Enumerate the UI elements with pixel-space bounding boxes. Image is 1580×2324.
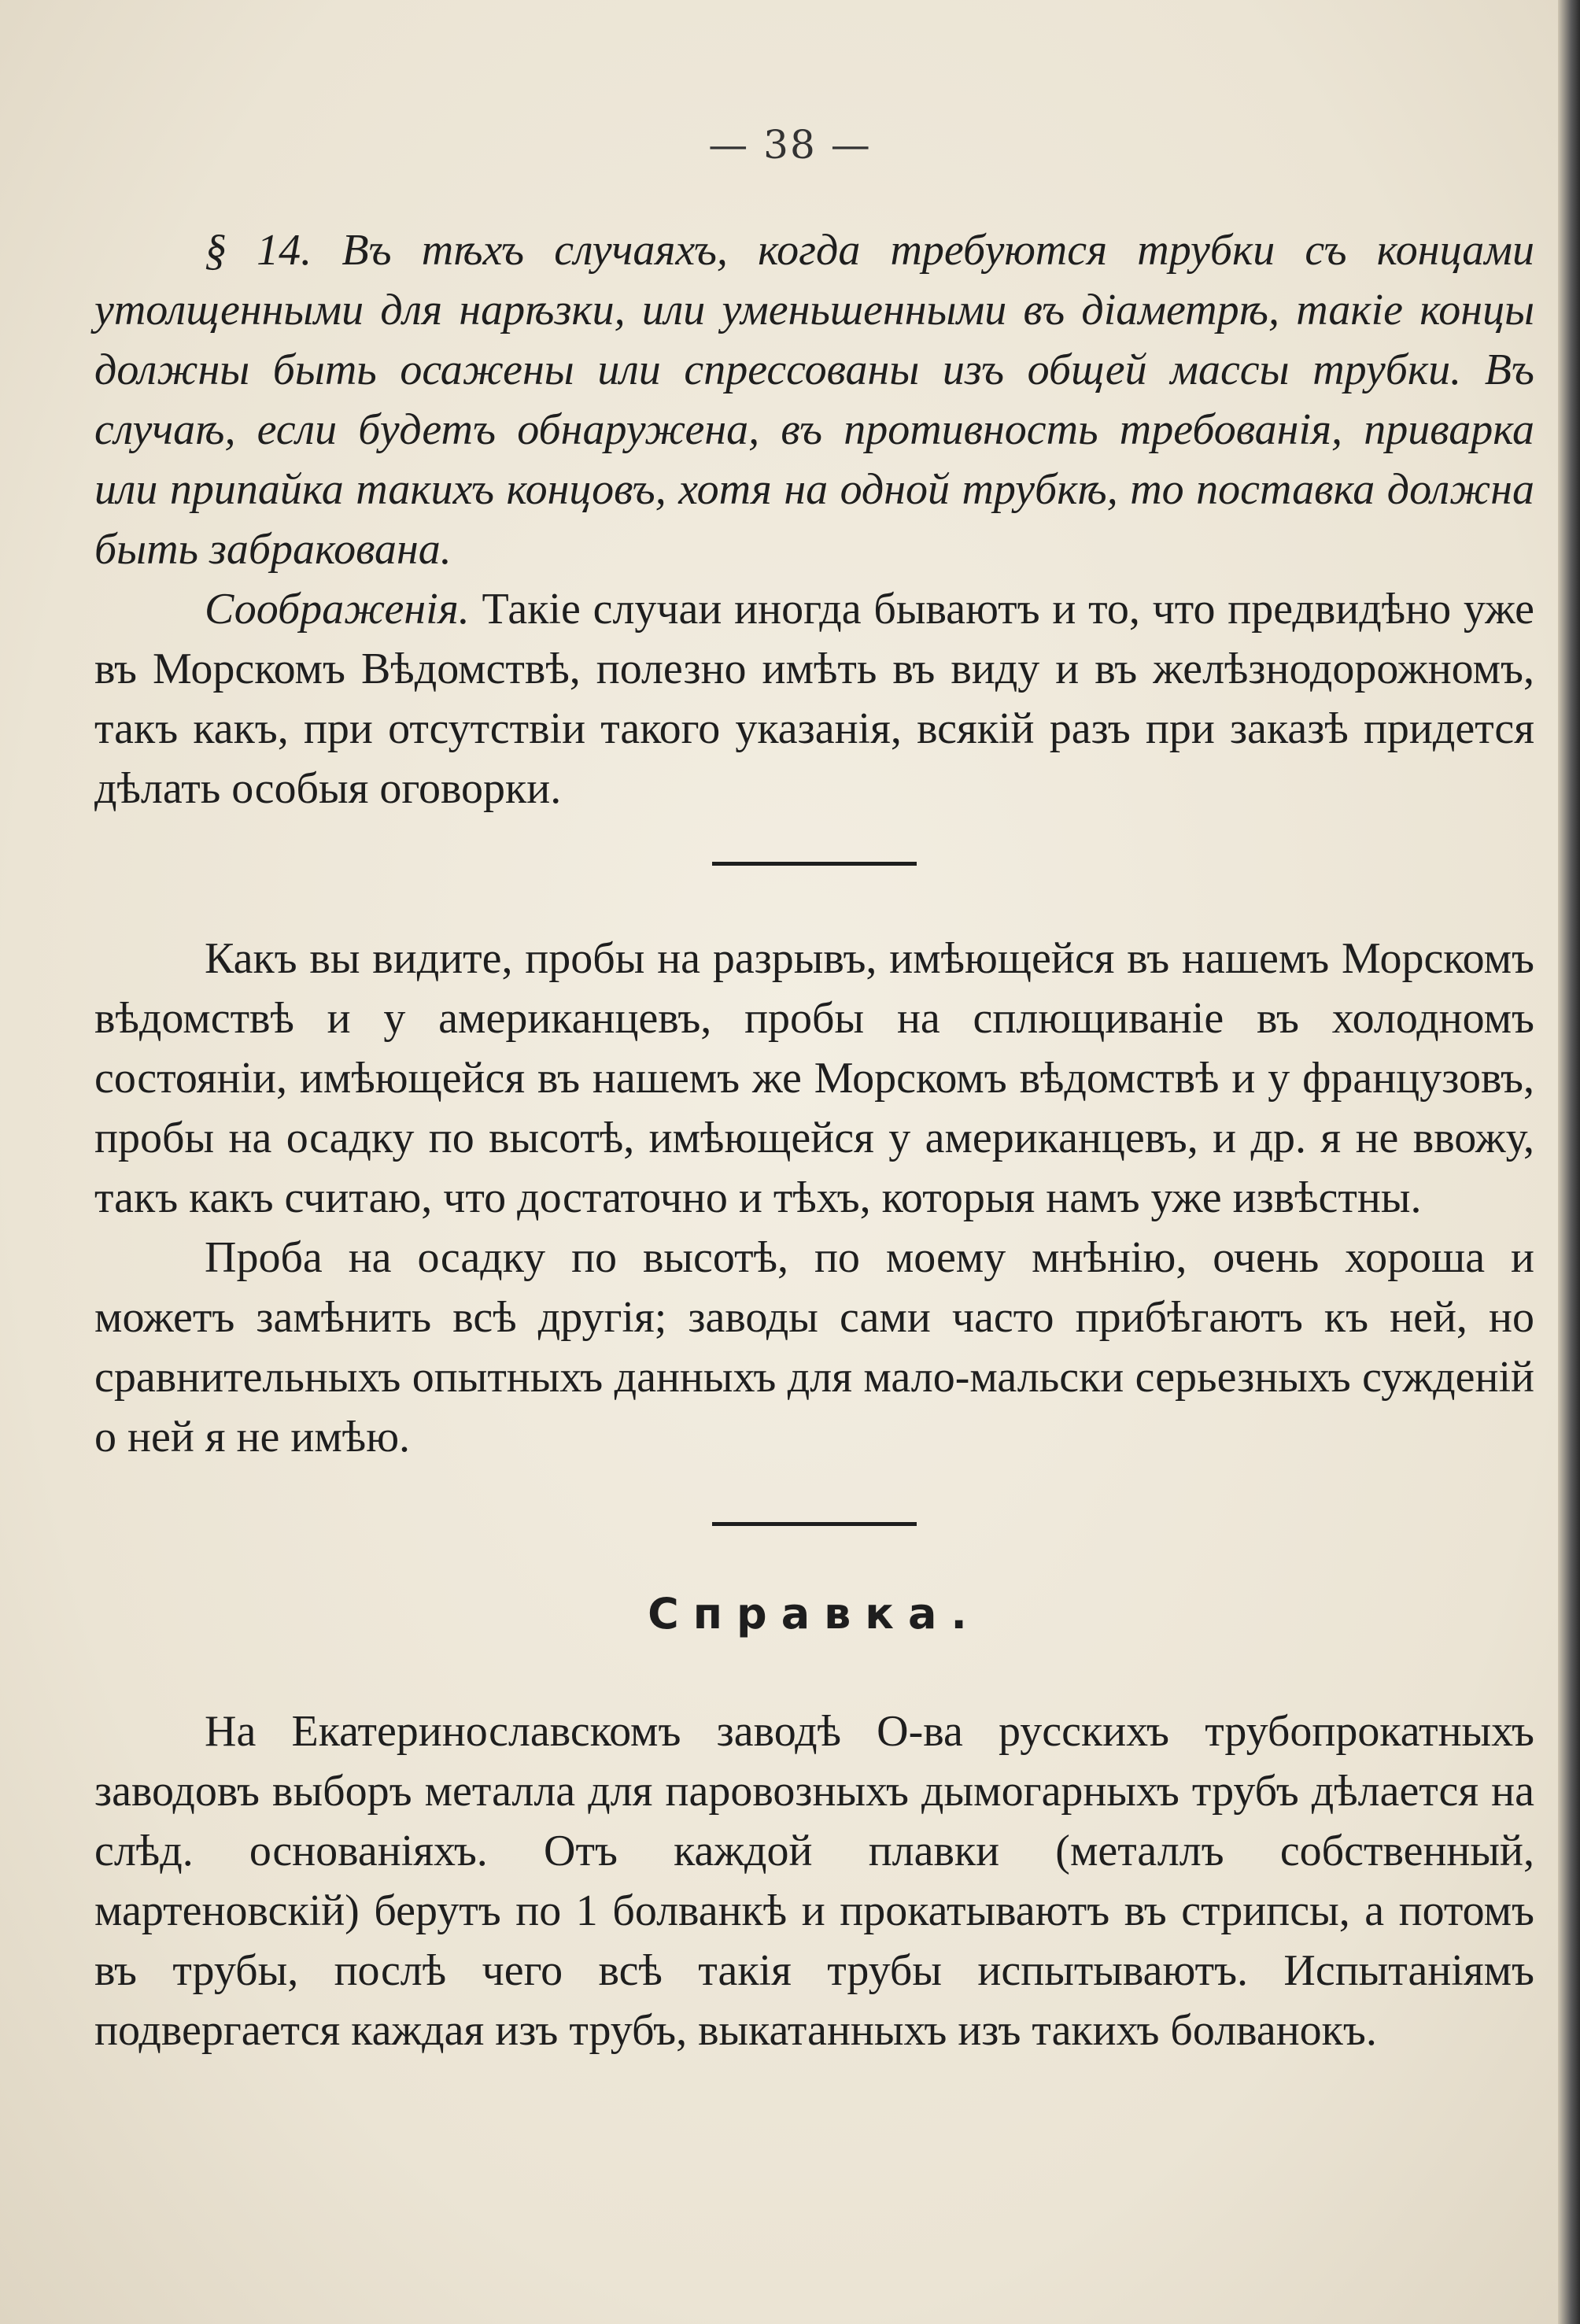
page-number: — 38 — xyxy=(708,122,872,168)
considerations-label: Соображенія. xyxy=(205,585,470,634)
page-edge-shadow xyxy=(1558,0,1580,2324)
considerations-paragraph xyxy=(94,579,1534,818)
section-divider xyxy=(712,1522,917,1526)
section-heading: Справка. xyxy=(648,1589,981,1639)
reference-paragraph: На Екатеринославскомъ заводѣ О-ва русскихъ трубопрокатныхъ заводовъ выборъ металла для паровозныхъ дымогарныхъ трубъ дѣлается на слѣд. основаніяхъ. Отъ каждой плавки (металлъ собственный, мартеновскій) берутъ по 1 болванкѣ и прокатываютъ въ стрипсы, а потомъ въ трубы, послѣ чего всѣ такія трубы испытываютъ. Испытаніямъ подвергается каждая изъ трубъ, выкатанныхъ изъ такихъ болванокъ. xyxy=(94,1707,1534,2055)
tests-paragraph: Какъ вы видите, пробы на разрывъ, имѣющейся въ нашемъ Морскомъ вѣдомствѣ и у американцевъ, пробы на сплющиваніе въ холодномъ состояніи, имѣющейся въ нашемъ же Морскомъ вѣдомствѣ и у французовъ, пробы на осадку по высотѣ, имѣющейся у американцевъ, и др. я не ввожу, такъ какъ считаю, что достаточно и тѣхъ, которыя намъ уже извѣстны. xyxy=(94,934,1534,1222)
upset-test-paragraph: Проба на осадку по высотѣ, по моему мнѣнію, очень хороша и можетъ замѣнить всѣ другія; заводы сами часто прибѣгаютъ къ ней, но сравнительныхъ опытныхъ данныхъ для мало-мальски серьезныхъ сужденій о ней я не имѣю. xyxy=(94,1233,1534,1461)
section-divider xyxy=(712,862,917,866)
page-content xyxy=(94,220,1534,2060)
section-14-paragraph: § 14. Въ тѣхъ случаяхъ, когда требуются трубки съ концами утолщенными для нарѣзки, или уменьшенными въ діаметрѣ, такіе концы должны быть осажены или спрессованы изъ общей массы трубки. Въ случаѣ, если будетъ обнаружена, въ противность требованія, приварка или припайка такихъ концовъ, хотя на одной трубкѣ, то поставка должна быть забракована. xyxy=(94,226,1534,574)
considerations-text: Такіе случаи иногда бываютъ и то, что предвидѣно уже въ Морскомъ Вѣдомствѣ, полезно имѣть въ виду и въ желѣзнодорожномъ, такъ какъ, при отсутствіи такого указанія, всякій разъ при заказѣ придется дѣлать особыя оговорки. xyxy=(94,585,1534,813)
